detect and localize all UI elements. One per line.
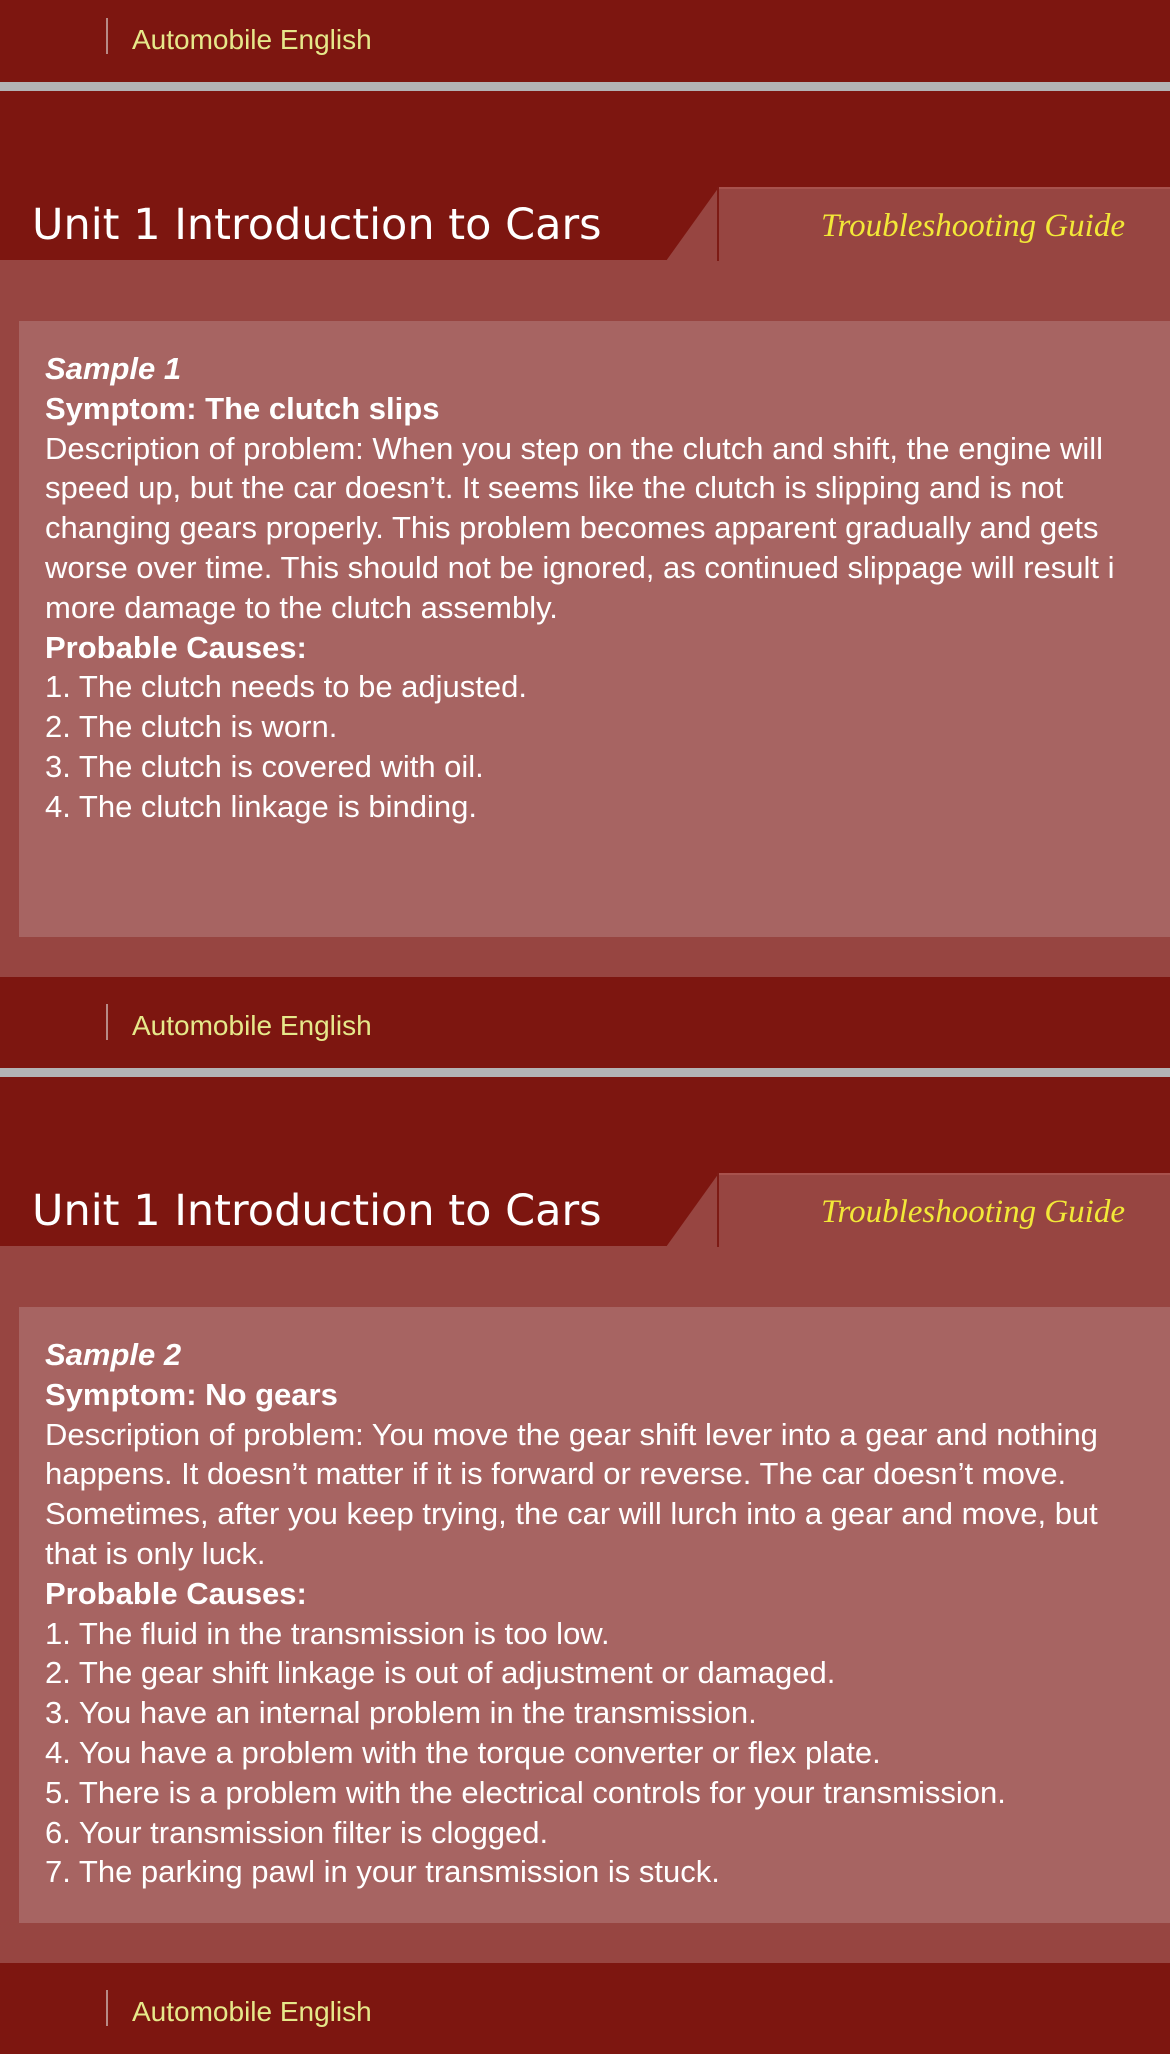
sample-content — [45, 1335, 1170, 1892]
guide-tab-divider — [717, 1173, 719, 1247]
brand-label: Automobile English — [132, 24, 372, 55]
description-line: more damage to the clutch assembly. — [45, 589, 558, 625]
cause-item: 7. The parking pawl in your transmission is stuck. — [45, 1854, 720, 1890]
causes-heading: Probable Causes: — [45, 1575, 307, 1611]
brand-label: Automobile English — [132, 1010, 372, 1041]
guide-title: Troubleshooting Guide — [820, 1194, 1125, 1230]
cause-item: 1. The fluid in the transmission is too low. — [45, 1615, 610, 1651]
brand-label: Automobile English — [132, 1996, 372, 2027]
slide-1 — [0, 0, 1170, 986]
sample-label: Sample 2 — [45, 1337, 182, 1372]
description-line: Description of problem: When you step on the clutch and shift, the engine will — [45, 430, 1104, 466]
guide-title: Troubleshooting Guide — [820, 208, 1125, 244]
description-line: changing gears properly. This problem becomes apparent gradually and gets — [45, 510, 1099, 546]
guide-tab-divider — [717, 187, 719, 261]
description-line: worse over time. This should not be ignored, as continued slippage will result i — [45, 549, 1115, 585]
sample-label: Sample 1 — [45, 351, 182, 386]
guide-tab-edge — [719, 1173, 1170, 1175]
guide-tab-edge — [719, 187, 1170, 189]
description-line: that is only luck. — [45, 1535, 266, 1571]
slide-header — [0, 986, 1170, 1068]
unit-title: Unit 1 Introduction to Cars — [32, 200, 602, 250]
header-rule — [0, 82, 1170, 91]
cause-item: 2. The clutch is worn. — [45, 709, 338, 745]
cause-item: 4. You have a problem with the torque converter or flex plate. — [45, 1734, 881, 1770]
next-slide-header — [0, 1972, 1170, 2054]
unit-title: Unit 1 Introduction to Cars — [32, 1186, 602, 1236]
description-line: speed up, but the car doesn’t. It seems like the clutch is slipping and is not — [45, 470, 1064, 506]
cause-item: 3. The clutch is covered with oil. — [45, 748, 484, 784]
sample-content — [45, 349, 1170, 827]
description-line: happens. It doesn’t matter if it is forward or reverse. The car doesn’t move. — [45, 1456, 1067, 1492]
description-line: Sometimes, after you keep trying, the car will lurch into a gear and move, but — [45, 1496, 1098, 1532]
sample-card — [19, 1307, 1170, 1923]
slide-header — [0, 0, 1170, 82]
brand-divider — [106, 1990, 108, 2026]
brand-divider — [106, 1004, 108, 1040]
cause-item: 2. The gear shift linkage is out of adjustment or damaged. — [45, 1655, 836, 1691]
sample-card — [19, 321, 1170, 937]
description-line: Description of problem: You move the gear shift lever into a gear and nothing — [45, 1416, 1098, 1452]
causes-heading: Probable Causes: — [45, 629, 307, 665]
cause-item: 6. Your transmission filter is clogged. — [45, 1814, 549, 1850]
cause-item: 4. The clutch linkage is binding. — [45, 788, 477, 824]
brand-divider — [106, 18, 108, 54]
cause-item: 5. There is a problem with the electrical controls for your transmission. — [45, 1774, 1006, 1810]
cause-item: 3. You have an internal problem in the transmission. — [45, 1695, 757, 1731]
cause-item: 1. The clutch needs to be adjusted. — [45, 669, 527, 705]
symptom-heading: Symptom: No gears — [45, 1376, 338, 1412]
symptom-heading: Symptom: The clutch slips — [45, 390, 440, 426]
slide-2 — [0, 986, 1170, 1972]
header-rule — [0, 1068, 1170, 1077]
